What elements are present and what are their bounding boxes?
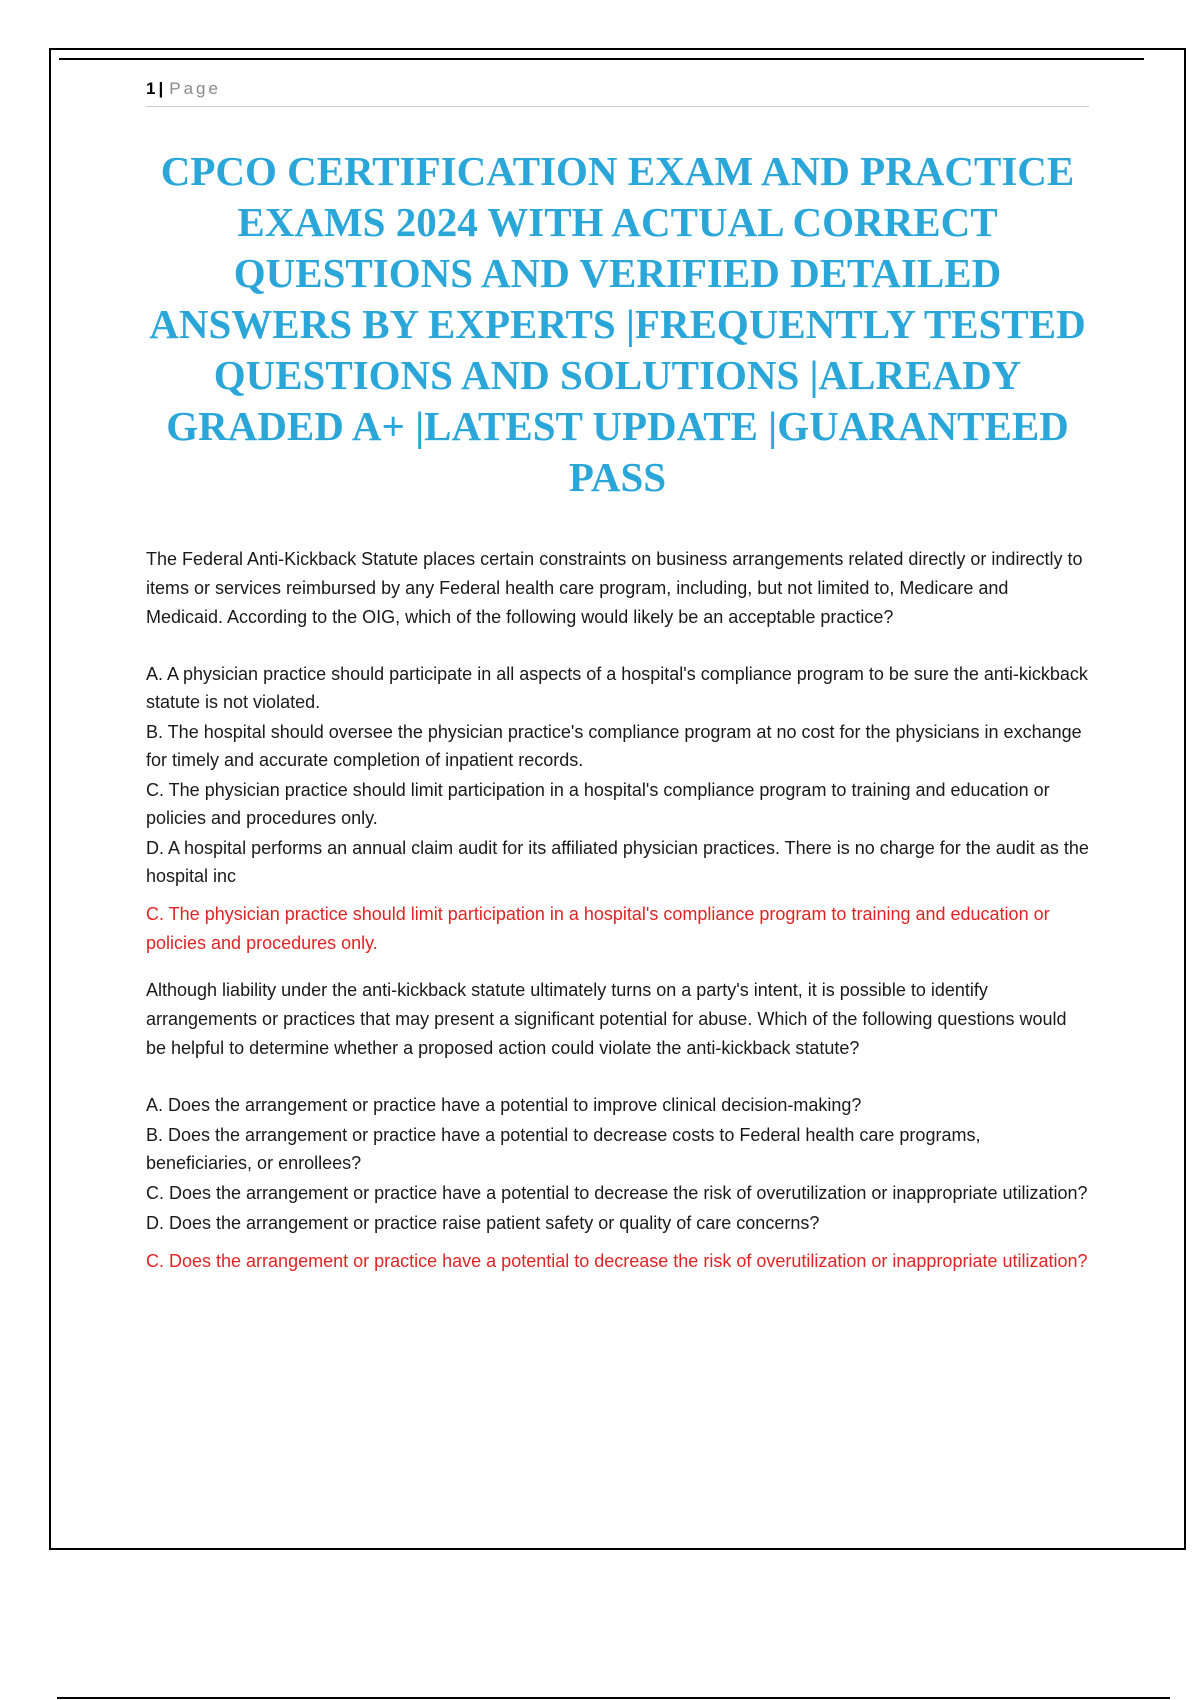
option-item: B. The hospital should oversee the physician practice's compliance program at no cost for the physicians in exchange for timely and accurate completion of inpatient records.: [146, 722, 1082, 770]
option-item: D. A hospital performs an annual claim audit for its affiliated physician practices. There is no charge for the audit as the hospital inc: [146, 838, 1089, 886]
document-body: [146, 545, 1089, 1286]
option-list: [146, 660, 1089, 890]
page-frame: [49, 48, 1186, 1550]
question-text: Although liability under the anti-kickback statute ultimately turns on a party's intent, it is possible to identify arrangements or practices that may present a significant potential for abuse. Which of the following questions would be helpful to determine whether a proposed action could violate the anti-kickback statute?: [146, 980, 1067, 1058]
document-title: CPCO CERTIFICATION EXAM AND PRACTICE EXAMS 2024 WITH ACTUAL CORRECT QUESTIONS AND VERIFIED DETAILED ANSWERS BY EXPERTS |FREQUENTLY TESTED QUESTIONS AND SOLUTIONS |ALREADY GRADED A+ |LATEST UPDATE |GUARANTEED PASS: [149, 148, 1086, 500]
bottom-rule: [57, 1697, 1170, 1699]
option-item: C. Does the arrangement or practice have a potential to decrease the risk of overutilization or inappropriate utilization?: [146, 1183, 1088, 1203]
page-header: [146, 76, 1089, 107]
page-label: Page: [169, 79, 221, 98]
page-separator: |: [158, 79, 164, 98]
question-block: [146, 976, 1089, 1276]
option-item: B. Does the arrangement or practice have a potential to decrease costs to Federal health care programs, beneficiaries, or enrollees?: [146, 1125, 981, 1173]
page-number: 1: [146, 79, 156, 98]
option-item: D. Does the arrangement or practice raise patient safety or quality of care concerns?: [146, 1213, 820, 1233]
question-text: The Federal Anti-Kickback Statute places certain constraints on business arrangements related directly or indirectly to items or services reimbursed by any Federal health care program, including, but not limited to, Medicare and Medicaid. According to the OIG, which of the following would likely be an acceptable practice?: [146, 549, 1083, 627]
option-item: A. A physician practice should participate in all aspects of a hospital's compliance program to be sure the anti-kickback statute is not violated.: [146, 664, 1088, 712]
option-item: C. The physician practice should limit participation in a hospital's compliance program to training and education or policies and procedures only.: [146, 780, 1050, 828]
answer-text: C. The physician practice should limit participation in a hospital's compliance program to training and education or policies and procedures only.: [146, 904, 1050, 953]
option-list: [146, 1091, 1089, 1237]
answer-text: C. Does the arrangement or practice have a potential to decrease the risk of overutilization or inappropriate utilization?: [146, 1251, 1088, 1271]
top-rule: [59, 58, 1144, 60]
question-block: [146, 545, 1089, 958]
option-item: A. Does the arrangement or practice have a potential to improve clinical decision-making?: [146, 1095, 862, 1115]
